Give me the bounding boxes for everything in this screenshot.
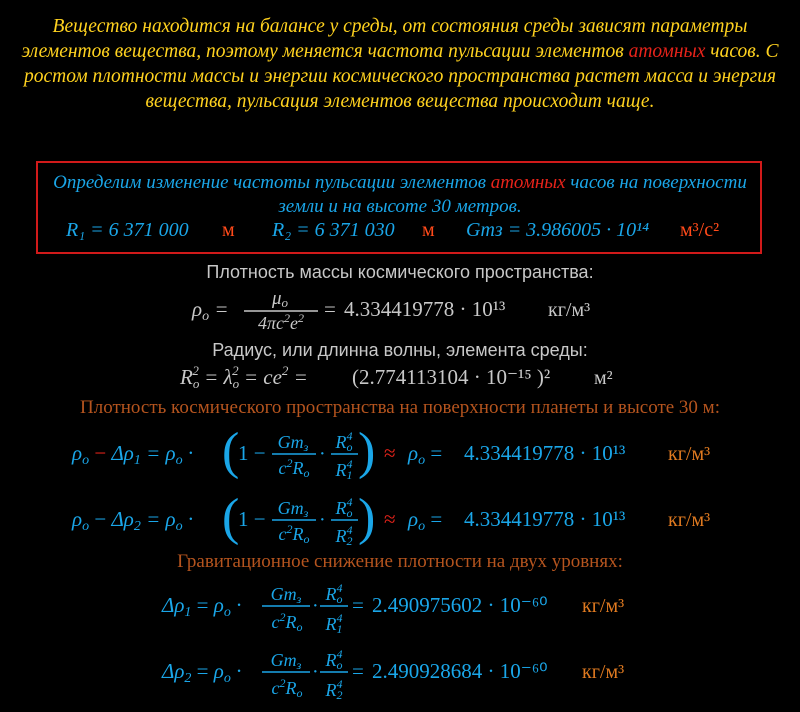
gm-unit: м³/с² bbox=[680, 219, 720, 241]
surface-lhs-1: ρo − Δρ1 = ρo · bbox=[72, 441, 194, 468]
drop-equals-2: = bbox=[352, 659, 364, 683]
radius-lhs: $Ro2 = \lambda o2 = ce^2$ = bbox=[180, 363, 308, 391]
density-unit: кг/м³ bbox=[548, 299, 591, 321]
radius-value: (2.774113104 · 10⁻¹⁵ )² bbox=[352, 365, 551, 389]
denominator: $4\pi c^2e^2$ bbox=[257, 311, 305, 333]
drop-dot-1: · bbox=[312, 595, 319, 617]
intro-highlight: атомных bbox=[628, 41, 706, 62]
right-paren-2: ) bbox=[358, 489, 376, 546]
drop-dot-2: · bbox=[312, 661, 319, 683]
drop-heading: Гравитационное снижение плотности на двух уровнях: bbox=[177, 551, 623, 572]
surface-heading: Плотность космического пространства на поверхности планеты и высоте 30 м: bbox=[80, 397, 720, 418]
gm-num-1: Gmз bbox=[277, 432, 309, 454]
surface-unit-2: кг/м³ bbox=[668, 509, 711, 531]
radius-formula bbox=[0, 362, 800, 392]
surface-lhs-2: ρo − Δρ2 = ρo · bbox=[72, 507, 194, 534]
mu-symbol: μo bbox=[271, 288, 289, 310]
drop-value-2: 2.490928684 · 10⁻⁶⁰ bbox=[372, 659, 548, 683]
radius-unit: м² bbox=[594, 367, 613, 389]
r-den-2: R24 bbox=[335, 523, 353, 548]
drop-gm-num-1: Gmз bbox=[270, 584, 302, 606]
gm-den-2: $c^2Ro$ bbox=[278, 522, 310, 546]
rho-symbol: ρo = bbox=[192, 297, 229, 324]
density-heading: Плотность массы космического пространства: bbox=[206, 262, 594, 282]
drop-gm-num-2: Gmз bbox=[270, 650, 302, 672]
drop-value-1: 2.490975602 · 10⁻⁶⁰ bbox=[372, 593, 548, 617]
drop-equals-1: = bbox=[352, 593, 364, 617]
left-paren-2: ( bbox=[222, 489, 240, 546]
surface-unit-1: кг/м³ bbox=[668, 443, 711, 465]
left-paren-1: ( bbox=[222, 423, 240, 480]
drop-gm-den-2: $c^2Ro$ bbox=[271, 676, 303, 700]
surface-value-2: 4.334419778 · 10¹³ bbox=[464, 507, 626, 531]
r1-value: R₁ = 6 371 000 bbox=[66, 219, 189, 241]
drop-r-num-1: Ro4 bbox=[325, 581, 343, 606]
drop-formula-2 bbox=[0, 640, 800, 706]
surface-formula-1 bbox=[0, 420, 800, 486]
drop-unit-1: кг/м³ bbox=[582, 595, 625, 617]
density-equals: = bbox=[324, 297, 336, 321]
drop-gm-den-1: $c^2Ro$ bbox=[271, 610, 303, 634]
one-minus-1: 1 − bbox=[238, 441, 266, 465]
task-text bbox=[40, 171, 760, 219]
task-text-1: Определим изменение частоты пульсации элементов bbox=[53, 172, 491, 193]
rho-result-2: ρo = bbox=[408, 507, 443, 534]
surface-value-1: 4.334419778 · 10¹³ bbox=[464, 441, 626, 465]
surface-formula-2 bbox=[0, 486, 800, 552]
r-num-2: Ro4 bbox=[335, 495, 353, 520]
density-value: 4.334419778 · 10¹³ bbox=[344, 297, 506, 321]
drop-formula-1 bbox=[0, 574, 800, 640]
one-minus-2: 1 − bbox=[238, 507, 266, 531]
gm-value: Gmз = 3.986005 · 10¹⁴ bbox=[466, 219, 650, 241]
gm-den-1: $c^2Ro$ bbox=[278, 456, 310, 480]
drop-r-num-2: Ro4 bbox=[325, 647, 343, 672]
task-highlight: атомных bbox=[490, 172, 566, 193]
drop-r-den-2: R24 bbox=[325, 677, 343, 702]
approx-1: ≈ bbox=[384, 441, 396, 465]
r2-unit: м bbox=[422, 219, 435, 241]
right-paren-1: ) bbox=[358, 423, 376, 480]
intro-text-1: Вещество находится на балансе у среды, от состояния среды зависят параметры элементов вещества, поэтому меняется частота пульсации элементов bbox=[21, 16, 748, 62]
r1-unit: м bbox=[222, 219, 235, 241]
drop-lhs-1: Δρ1 = ρo · bbox=[162, 593, 242, 620]
r-num-1: Ro4 bbox=[335, 429, 353, 454]
approx-2: ≈ bbox=[384, 507, 396, 531]
dot-2: · bbox=[319, 509, 326, 531]
constants-row bbox=[0, 219, 800, 249]
rho-result-1: ρo = bbox=[408, 441, 443, 468]
density-formula bbox=[0, 283, 800, 333]
task-text-2: часов на поверхности земли и на высоте 30 метров. bbox=[278, 172, 747, 217]
drop-r-den-1: R14 bbox=[325, 611, 343, 636]
gm-num-2: Gmз bbox=[277, 498, 309, 520]
r-den-1: R14 bbox=[335, 457, 353, 482]
radius-heading: Радиус, или длинна волны, элемента среды: bbox=[212, 340, 588, 360]
intro-paragraph bbox=[20, 14, 780, 114]
dot-1: · bbox=[319, 443, 326, 465]
intro-text-2: часов. С ростом плотности массы и энергии космического пространства растет масса и энергия вещества, пульсация элементов вещества происходит чаще. bbox=[23, 41, 779, 112]
drop-lhs-2: Δρ2 = ρo · bbox=[162, 659, 242, 686]
r2-value: R₂ = 6 371 030 bbox=[272, 219, 395, 241]
drop-unit-2: кг/м³ bbox=[582, 661, 625, 683]
